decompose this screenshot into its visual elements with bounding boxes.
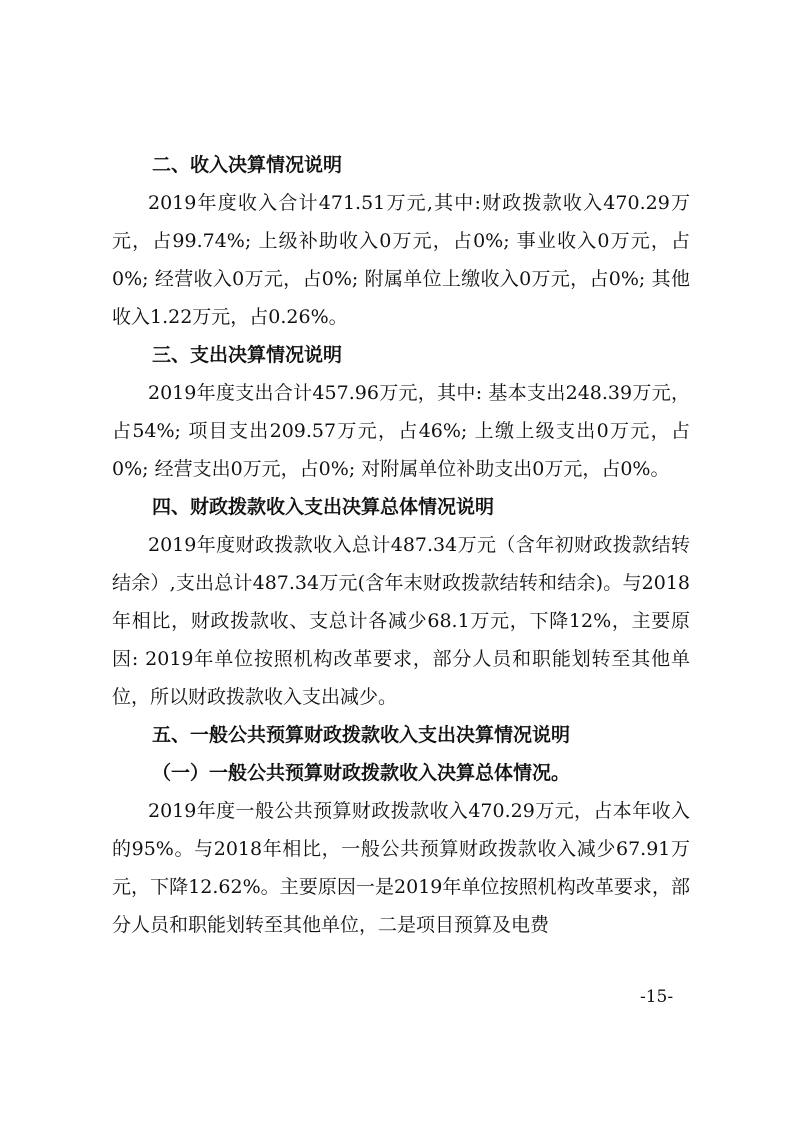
paragraph-expenditure: 2019年度支出合计457.96万元，其中: 基本支出248.39万元，占54%; 项目支出209.57万元，占46%; 上缴上级支出0万元，占0%; 经营支出0万元，占0%; 对附属单位补助支出0万元，占0%。 [112,382,690,480]
subsection-heading-general-budget-income: （一）一般公共预算财政拨款收入决算总体情况。 [152,762,571,784]
paragraph-general-budget-income: 2019年度一般公共预算财政拨款收入470.29万元，占本年收入的95%。与2018年相比，一般公共预算财政拨款收入减少67.91万元，下降12.62%。主要原因一是2019年单位按照机构改革要求，部分人员和职能划转至其他单位，二是项目预算及电费 [112,800,690,936]
section-heading-fiscal-appropriation: 四、财政拨款收入支出决算总体情况说明 [152,496,495,518]
section-heading-expenditure: 三、支出决算情况说明 [152,344,343,366]
paragraph-fiscal-appropriation: 2019年度财政拨款收入总计487.34万元（含年初财政拨款结转结余）,支出总计487.34万元(含年末财政拨款结转和结余)。与2018年相比，财政拨款收、支总计各减少68.1万元，下降12%，主要原因: 2019年单位按照机构改革要求，部分人员和职能划转至其他单位，所以财政拨款收入支出减少。 [112,534,690,708]
paragraph-income: 2019年度收入合计471.51万元,其中:财政拨款收入470.29万元，占99.74%; 上级补助收入0万元，占0%; 事业收入0万元，占0%; 经营收入0万元，占0%; 附属单位上缴收入0万元，占0%; 其他收入1.22万元，占0.26%。 [112,192,690,328]
document-body [112,146,690,944]
page-number: -15- [640,987,674,1007]
section-heading-income: 二、收入决算情况说明 [152,154,343,176]
section-heading-general-budget: 五、一般公共预算财政拨款收入支出决算情况说明 [152,724,571,746]
